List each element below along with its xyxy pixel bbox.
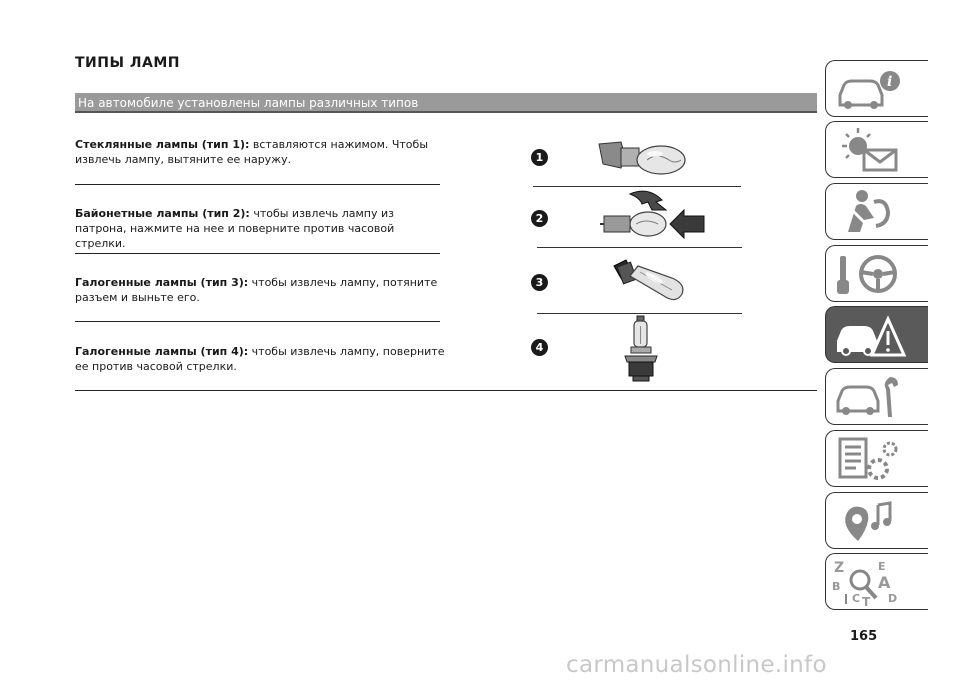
divider [75, 321, 440, 322]
tab-safety[interactable] [825, 183, 928, 240]
index-letter: Z [834, 560, 845, 576]
tab-emergency[interactable] [825, 306, 928, 363]
technical-data-gear-icon [834, 435, 904, 483]
lamp-type-1-term: Стеклянные лампы (тип 1): [75, 138, 250, 151]
glass-wedge-bulb-icon [595, 138, 695, 182]
tab-maintenance[interactable] [825, 368, 928, 425]
car-info-icon [834, 65, 904, 113]
section-title: ТИПЫ ЛАМП [75, 55, 180, 71]
bayonet-bulb-icon [600, 188, 710, 242]
page-number: 165 [850, 629, 878, 644]
lamp-type-2-text [75, 206, 445, 251]
lamp-type-4-desc: чтобы извлечь лампу, поверните ее против часовой стрелки. [75, 345, 445, 373]
figure-number-1: 1 [531, 149, 548, 166]
lamp-type-1-text [75, 137, 445, 167]
lamp-type-1-desc: вставляются нажимом. Чтобы извлечь лампу, вытяните ее наружу. [75, 138, 429, 166]
section-banner: На автомобиле установлены лампы различных типов [75, 93, 817, 113]
divider [75, 253, 440, 254]
watermark: carmanualsonline.info [566, 652, 827, 678]
index-letter: T [862, 595, 871, 609]
figure-number-4: 4 [531, 339, 548, 356]
tab-starting-driving[interactable] [825, 245, 928, 302]
tab-technical-data[interactable] [825, 430, 928, 487]
lamp-type-2-term: Байонетные лампы (тип 2): [75, 207, 250, 220]
lamp-type-4-term: Галогенные лампы (тип 4): [75, 345, 249, 358]
airbag-safety-icon [834, 188, 904, 236]
svg-text:i: i [887, 74, 893, 90]
section-bottom-rule [75, 390, 817, 391]
index-letter: A [878, 573, 891, 592]
halogen-bulb-type-4-icon [621, 316, 661, 382]
figure-number-2: 2 [531, 210, 548, 227]
car-maintenance-wrench-icon [834, 373, 904, 421]
tab-warning-lights[interactable] [825, 121, 928, 178]
lamp-type-3-term: Галогенные лампы (тип 3): [75, 276, 249, 289]
lamp-type-3-desc: чтобы извлечь лампу, потяните разъем и выньте его. [75, 276, 438, 304]
halogen-bulb-type-3-icon [610, 256, 690, 310]
index-letter: E [878, 560, 886, 573]
tab-car-info[interactable] [825, 60, 928, 117]
multimedia-icon [834, 497, 904, 545]
index-letter: D [888, 592, 898, 605]
tab-multimedia[interactable] [825, 492, 928, 549]
index-search-icon [832, 558, 904, 609]
warning-lights-message-icon [834, 126, 904, 174]
index-letter: B [832, 580, 841, 593]
figure-divider [537, 247, 742, 248]
lamp-type-4-text [75, 344, 445, 374]
lamp-type-3-text [75, 275, 445, 305]
figure-number-3: 3 [531, 274, 548, 291]
car-breakdown-warning-icon [834, 311, 904, 359]
key-steering-wheel-icon [834, 250, 904, 298]
divider [75, 184, 440, 185]
figure-divider [533, 186, 741, 187]
tab-index[interactable] [825, 553, 928, 610]
figure-divider [537, 313, 742, 314]
index-letter: C [852, 592, 861, 605]
lamp-type-2-desc: чтобы извлечь лампу из патрона, нажмите на нее и поверните против часовой стрелки. [75, 207, 395, 250]
